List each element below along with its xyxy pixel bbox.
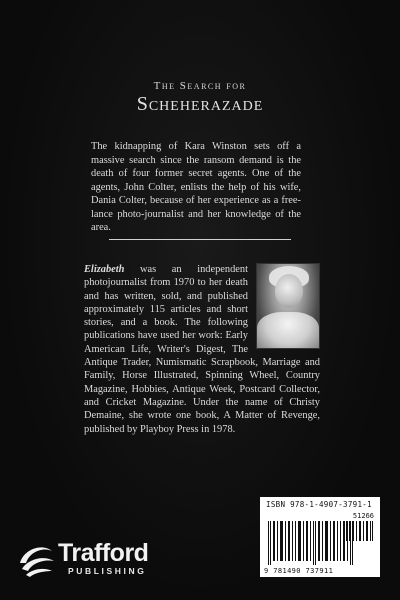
price-code: 51266 [352, 512, 374, 520]
price-barcode [346, 521, 374, 541]
synopsis: The kidnapping of Kara Winston sets off a massive search since the ransom demand is the death of four former secret agents. One of the agents, John Colter, enlists the help of his wife, Dania Colter, because of her experience as a free-lance photo-journalist and her knowledge of the area. [91, 141, 301, 233]
publisher-logo [16, 533, 186, 583]
ean-digits: 9 781490 737911 [264, 567, 334, 575]
title-line1: The Search for [153, 80, 247, 92]
swirl-logo-icon [16, 537, 56, 577]
author-name: Elizabeth [84, 264, 125, 275]
isbn: ISBN 978-1-4907-3791-1 [266, 500, 372, 509]
title-block [0, 80, 400, 116]
author-bio [84, 263, 320, 436]
publisher-name: Trafford [58, 539, 149, 567]
publisher-sub: PUBLISHING [68, 566, 147, 576]
divider [109, 239, 291, 240]
barcode [260, 497, 380, 577]
author-bio-text: was an independent photojournalist from 1970 to her death and has written, sold, and published approximately 115 articles and short stories, and a book. The following publications have used her work: Early American Life, Writer's Digest, The Antique Trader, Numismatic Scrapbook, Marriage and Family, Horse Illustrated, Spinning Wheel, Country Magazine, Hobbies, Antique Week, Postcard Collector, and Cricket Magazine. Under the name of Christy Demaine, she wrote one book, A Matter of Revenge, published by Playboy Press in 1978. [84, 264, 320, 435]
title-line2: Scheherazade [136, 93, 264, 115]
author-photo [256, 263, 320, 349]
